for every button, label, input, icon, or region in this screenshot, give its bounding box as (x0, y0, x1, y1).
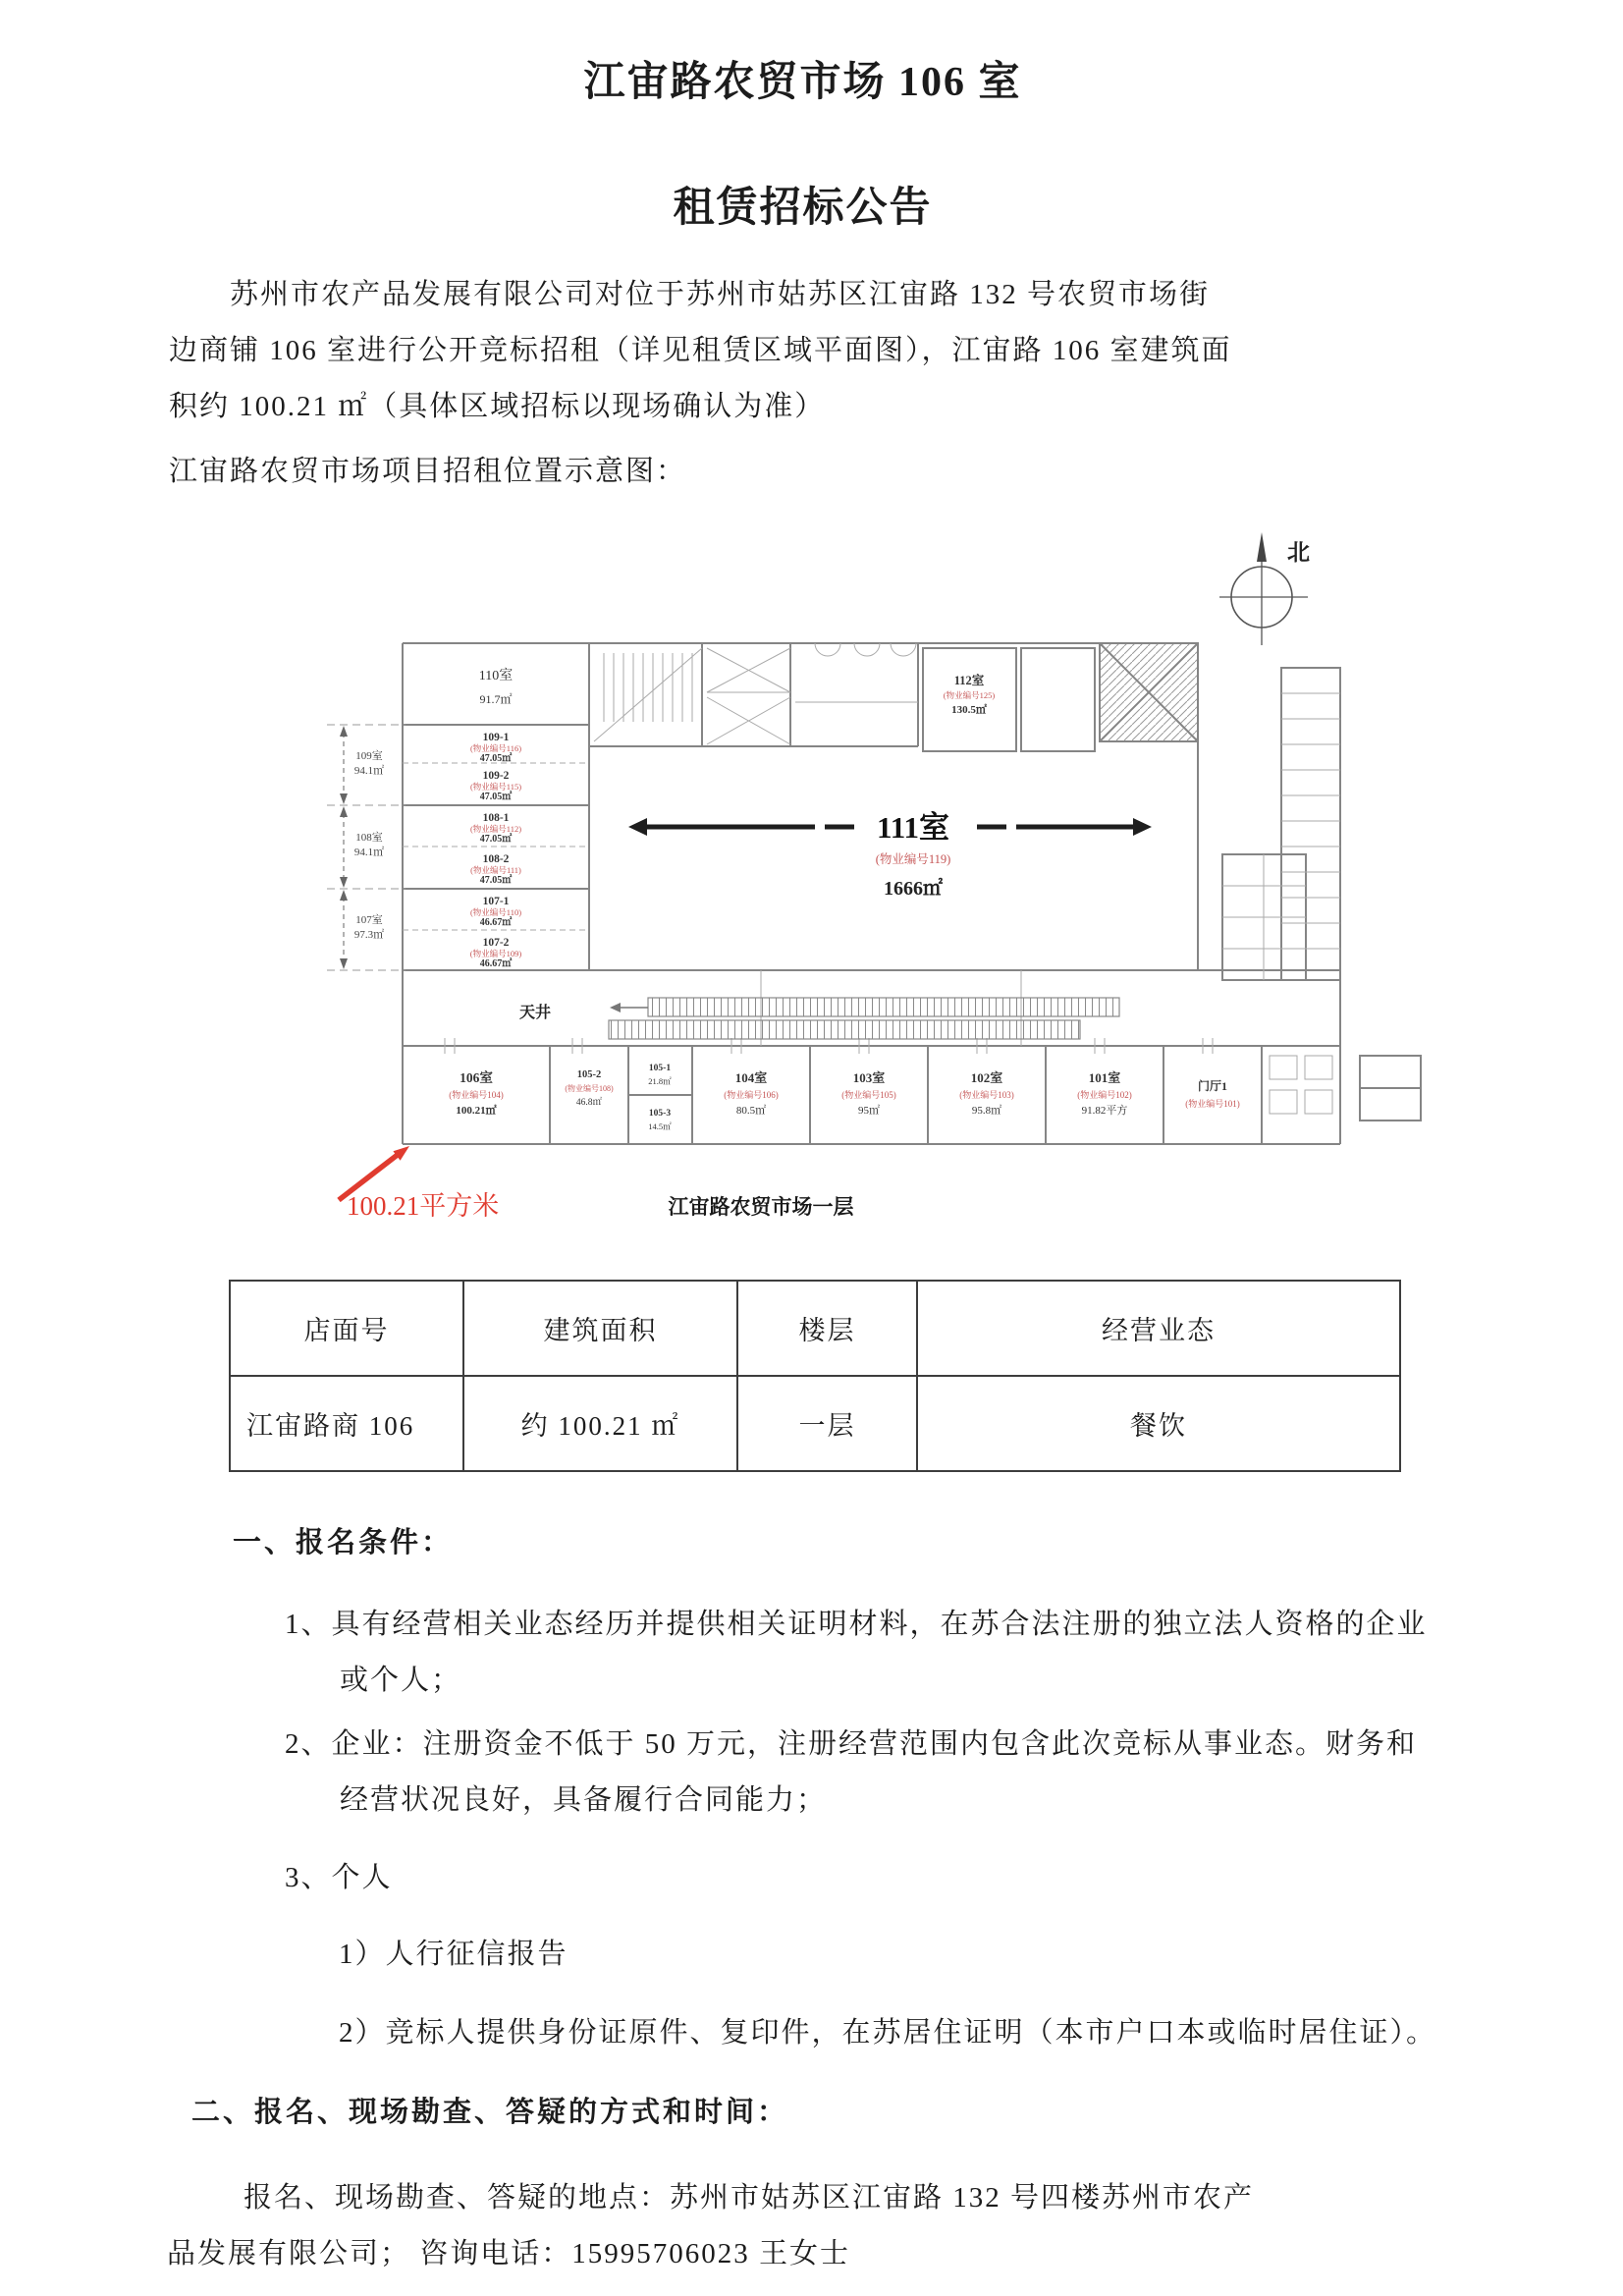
intro-line: 苏州市农产品发展有限公司对位于苏州市姑苏区江宙路 132 号农贸市场街 (230, 279, 1211, 310)
col-header: 楼层 (737, 1281, 917, 1376)
room-label: 109-1 (482, 732, 510, 743)
condition-item-1 (285, 1597, 1443, 1709)
corridor (519, 998, 1119, 1039)
north-label: 北 (1287, 540, 1310, 565)
table-header-row (230, 1281, 1400, 1376)
section2-paragraph (167, 2170, 1463, 2282)
room-area: 47.05㎡ (479, 792, 513, 802)
room-label: 104室 (734, 1070, 768, 1085)
section1-title: 一、报名条件： (233, 1527, 454, 1558)
room-label: 105-2 (576, 1069, 602, 1080)
hall-code: (物业编号119) (875, 852, 951, 866)
hall-111 (628, 810, 1152, 900)
room-code: (物业编号111) (470, 865, 521, 875)
intro-paragraph (169, 267, 1465, 435)
room-code: (物业编号110) (469, 907, 522, 917)
room-area: 46.67㎡ (479, 917, 513, 928)
intro-line: 积约 100.21 ㎡（具体区域招标以现场确认为准） (169, 391, 826, 422)
room-area: 130.5㎡ (951, 704, 987, 716)
room-label: 108-2 (482, 853, 510, 865)
para-line: 品发展有限公司； 咨询电话：15995706023 王女士 (167, 2238, 851, 2269)
room-area: 91.7㎡ (479, 692, 513, 706)
dim-label: 109室 (355, 750, 383, 762)
room-code: (物业编号109) (469, 949, 522, 958)
room-label: 110室 (478, 669, 514, 683)
room-label: 102室 (970, 1070, 1003, 1085)
col-header: 店面号 (230, 1281, 463, 1376)
room-area: 95.8㎡ (971, 1105, 1002, 1117)
room-area: 21.8㎡ (648, 1076, 672, 1086)
item-line: 1、具有经营相关业态经历并提供相关证明材料，在苏合法注册的独立法人资格的企业 (285, 1609, 1428, 1640)
para-line: 报名、现场勘查、答疑的地点：苏州市姑苏区江宙路 132 号四楼苏州市农产 (243, 2182, 1255, 2214)
col-header: 建筑面积 (463, 1281, 737, 1376)
condition-item-2 (285, 1717, 1443, 1829)
item-line: 经营状况良好，具备履行合同能力； (340, 1784, 828, 1816)
room-code: (物业编号116) (469, 743, 522, 753)
cell-business: 餐饮 (917, 1376, 1400, 1471)
intro-line: 边商铺 106 室进行公开竞标招租（详见租赁区域平面图），江宙路 106 室建筑面 (169, 335, 1232, 366)
cell-shop-no: 江宙路商 106 (230, 1376, 463, 1471)
room-area: 91.82平方 (1081, 1105, 1128, 1117)
room-label: 105-3 (648, 1109, 672, 1119)
room-area: 46.8㎡ (575, 1098, 603, 1108)
room-label: 107-2 (482, 937, 510, 949)
room-code: (物业编号115) (469, 782, 522, 792)
courtyard-label: 天井 (518, 1005, 552, 1021)
sub-item-1: 1）人行征信报告 (339, 1939, 568, 1970)
room-code: (物业编号105) (841, 1090, 896, 1100)
room-label: 109-2 (482, 770, 510, 782)
room-code: (物业编号106) (724, 1090, 779, 1100)
room-code: (物业编号104) (449, 1090, 504, 1100)
room-code: (物业编号102) (1077, 1090, 1132, 1100)
sub-item-2: 2）竞标人提供身份证原件、复印件，在苏居住证明（本市户口本或临时居住证）。 (339, 2017, 1437, 2049)
room-area: 47.05㎡ (479, 834, 513, 845)
hall-name: 111室 (876, 810, 950, 845)
room-code: (物业编号103) (959, 1090, 1014, 1100)
room-code: (物业编号125) (943, 690, 996, 700)
room-area: 46.67㎡ (479, 958, 513, 969)
spec-table-wrap (229, 1280, 1401, 1472)
highlight-area-label: 100.21平方米 (347, 1191, 500, 1221)
plan-caption: 江宙路农贸市场一层 (668, 1195, 854, 1219)
condition-item-3: 3、个人 (285, 1862, 393, 1893)
room-code: (物业编号112) (469, 824, 522, 834)
item-line: 2、企业：注册资金不低于 50 万元，注册经营范围内包含此次竞标从事业态。财务和 (285, 1728, 1418, 1760)
north-compass-icon (1219, 532, 1310, 645)
room-label: 103室 (852, 1070, 886, 1085)
table-row (230, 1376, 1400, 1471)
room-label: 108-1 (482, 812, 510, 824)
dim-label: 108室 (355, 832, 383, 844)
room-label: 门厅1 (1197, 1079, 1228, 1093)
floor-plan-figure (182, 520, 1438, 1228)
room-area: 100.21㎡ (456, 1105, 497, 1117)
hall-area: 1666㎡ (884, 878, 943, 900)
bottom-shops (449, 1064, 1240, 1131)
room-area: 14.5㎡ (648, 1121, 672, 1131)
dim-label: 107室 (355, 914, 383, 926)
room-code: (物业编号101) (1185, 1099, 1240, 1109)
room-label: 101室 (1088, 1070, 1121, 1085)
spec-table (229, 1280, 1401, 1472)
room-area: 80.5㎡ (735, 1105, 767, 1117)
room-area: 47.05㎡ (479, 875, 513, 886)
plan-details (403, 643, 1340, 1114)
doc-title-line2: 租赁招标公告 (673, 186, 933, 231)
room-area: 95㎡ (858, 1105, 880, 1117)
cell-floor: 一层 (737, 1376, 917, 1471)
left-wing-rooms (470, 668, 522, 969)
cell-area: 约 100.21 ㎡ (463, 1376, 737, 1471)
section2-title: 二、报名、现场勘查、答疑的方式和时间： (191, 2097, 789, 2128)
room-code: (物业编号108) (565, 1084, 614, 1093)
room-label: 105-1 (648, 1064, 672, 1073)
dim-label: 94.1㎡ (353, 765, 385, 777)
plan-intro-line: 江宙路农贸市场项目招租位置示意图： (169, 456, 687, 487)
room-label: 106室 (460, 1070, 493, 1085)
room-area: 47.05㎡ (479, 753, 513, 764)
dim-label: 94.1㎡ (353, 847, 385, 858)
room-label: 112室 (953, 674, 985, 687)
doc-title-line1: 江宙路农贸市场 106 室 (583, 60, 1022, 105)
room-label: 107-1 (482, 896, 510, 907)
dimension-arrows (327, 725, 406, 970)
highlight-annotation (339, 1146, 499, 1221)
dim-label: 97.3㎡ (353, 929, 385, 941)
room-112 (944, 673, 996, 716)
col-header: 经营业态 (917, 1281, 1400, 1376)
item-line: 或个人； (340, 1665, 462, 1696)
